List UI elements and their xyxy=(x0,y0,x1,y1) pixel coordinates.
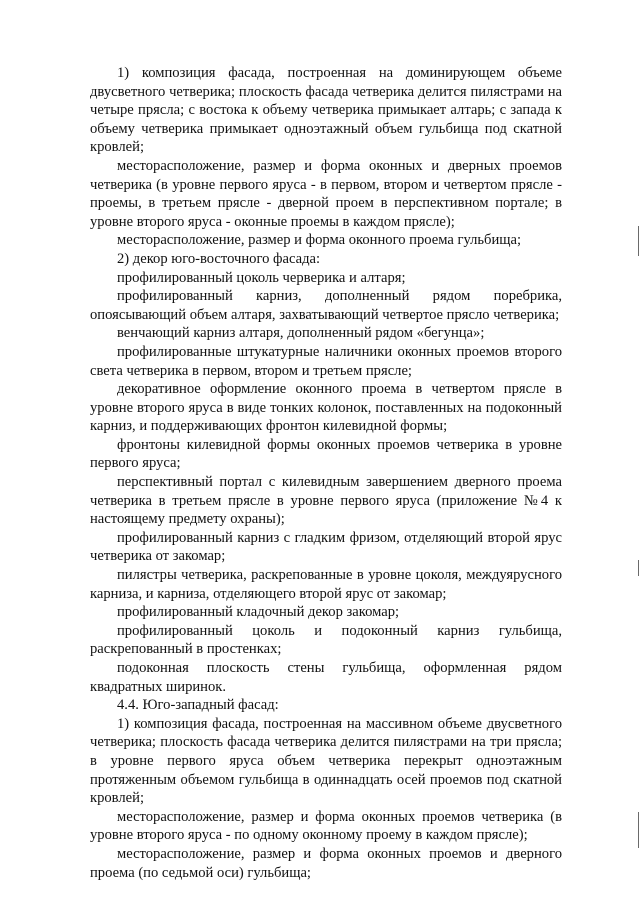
paragraph: венчающий карниз алтаря, дополненный рядом «бегунца»; xyxy=(117,325,485,342)
document-body xyxy=(90,64,562,882)
paragraph: месторасположение, размер и форма оконных проемов четверика (в уровне второго яруса - по одному оконному проему в каждом прясле); xyxy=(90,808,562,844)
paragraph: фронтоны килевидной формы оконных проемов четверика в уровне первого яруса; xyxy=(90,436,562,472)
paragraph: подоконная плоскость стены гульбища, оформленная рядом квадратных ширинок. xyxy=(90,660,562,695)
section-heading: 2) декор юго-восточного фасада: xyxy=(117,250,321,267)
paragraph: перспективный портал с килевидным завершением дверного проема четверика в третьем прясле в уровне первого яруса (приложение №4 к настоящему предмету охраны); xyxy=(90,474,562,528)
paragraph: профилированные штукатурные наличники оконных проемов второго света четверика в первом, втором и третьем прясле; xyxy=(90,343,562,379)
paragraph: декоративное оформление оконного проема в четвертом прясле в уровне второго яруса в виде тонких колонок, поставленных на подоконный карниз, и поддерживающих фронтон килевидной формы; xyxy=(90,381,562,435)
paragraph: месторасположение, размер и форма оконных и дверных проемов четверика (в уровне первого яруса - в первом, втором и четвертом прясле - проемы, в третьем прясле - дверной проем в перспективном портале; в уровне второго яруса - оконные проемы в каждом прясле); xyxy=(90,157,562,230)
section-heading: 4.4. Юго-западный фасад: xyxy=(117,697,279,714)
paragraph: месторасположение, размер и форма оконного проема гульбища; xyxy=(117,232,522,249)
scan-edge-mark xyxy=(638,560,639,576)
paragraph: месторасположение, размер и форма оконных проемов и дверного проема (по седьмой оси) гульбища; xyxy=(90,845,562,881)
paragraph: профилированный кладочный декор закомар; xyxy=(117,604,400,621)
paragraph: профилированный карниз, дополненный рядом поребрика, опоясывающий объем алтаря, захватывающий четвертое прясло четверика; xyxy=(90,288,562,323)
paragraph: профилированный карниз с гладким фризом, отделяющий второй ярус четверика от закомар; xyxy=(90,529,562,565)
paragraph: профилированный цоколь черверика и алтаря; xyxy=(117,269,406,286)
paragraph: 1) композиция фасада, построенная на доминирующем объеме двусветного четверика; плоскость фасада четверика делится пилястрами на четыре прясла; с востока к объему четверика примыкает алтарь; с запада к объему четверика примыкает одноэтажный объем гульбища под скатной кровлей; xyxy=(90,65,562,156)
paragraph: пилястры четверика, раскрепованные в уровне цоколя, междуярусного карниза, и карниза, отделяющего второй ярус от закомар; xyxy=(90,567,562,602)
scan-edge-mark xyxy=(638,812,639,848)
paragraph: профилированный цоколь и подоконный карниз гульбища, раскрепованный в простенках; xyxy=(90,622,562,658)
paragraph: 1) композиция фасада, построенная на массивном объеме двусветного четверика; плоскость фасада четверика делится пилястрами на три прясла; в уровне первого яруса объем четверика перекрыт одноэтажным протяженным объемом гульбища в одиннадцать осей проемов под скатной кровлей; xyxy=(90,715,562,807)
scan-edge-mark xyxy=(638,226,639,256)
